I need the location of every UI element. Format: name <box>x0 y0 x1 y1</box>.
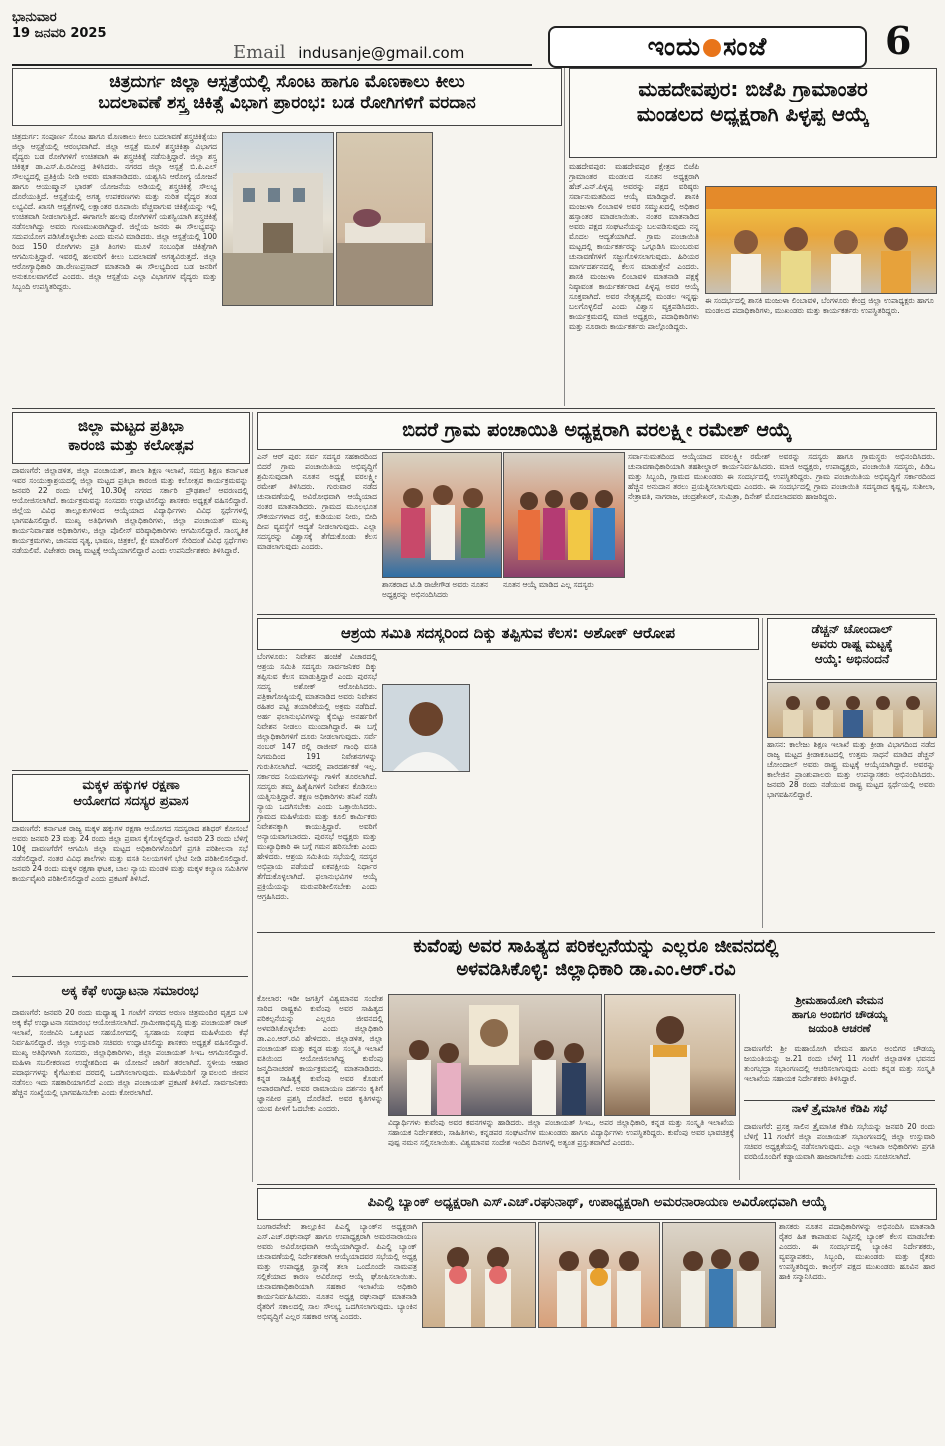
article-6-headline-3: ಆಯ್ಕೆ: ಅಭಿನಂದನೆ <box>814 652 890 666</box>
row-divider-3 <box>12 770 248 771</box>
page-number: 6 <box>885 18 912 63</box>
article-5-headline-box <box>257 618 759 650</box>
article-9-body: ದಾವಣಗೆರೆ: ಜನವರಿ 20 ರಂದು ಮಧ್ಯಾಹ್ನ 1 ಗಂಟೆಗೆ ನಗರದ ಅರುಣ ಚಿತ್ರಮಂದಿರ ವೃತ್ತದ ಬಳಿ ಅಕ್ಕ ಕೆಫೆ ಉದ್ಘಾಟನಾ ಸಮಾರಂಭ ಆಯೋಜಿಸಲಾಗಿದೆ. ಗ್ರಾಮೀಣಾಭಿವೃದ್ಧಿ ಮತ್ತು ಪಂಚಾಯತ್ ರಾಜ್ ಇಲಾಖೆ, ಸಂಜೀವಿನಿ ಒಕ್ಕೂಟದ ಸಹಯೋಗದಲ್ಲಿ ಸ್ವಸಹಾಯ ಸಂಘದ ಮಹಿಳೆಯರು ಕೆಫೆ ನಿರ್ವಹಿಸಲಿದ್ದಾರೆ. ಜಿಲ್ಲಾ ಉಸ್ತುವಾರಿ ಸಚಿವರು ಉದ್ಘಾಟಿಸಲಿದ್ದು ಶಾಸಕರು ಅಧ್ಯಕ್ಷತೆ ವಹಿಸಲಿದ್ದಾರೆ. ಮುಖ್ಯ ಅತಿಥಿಗಳಾಗಿ ಸಂಸದರು, ಜಿಲ್ಲಾಧಿಕಾರಿಗಳು, ಜಿಲ್ಲಾ ಪಂಚಾಯತ್ ಸಿಇಒ ಆಗಮಿಸಲಿದ್ದಾರೆ. ಮಹಿಳಾ ಸಬಲೀಕರಣದ ಉದ್ದೇಶದಿಂದ ಈ ಯೋಜನೆ ಜಾರಿಗೆ ತರಲಾಗಿದೆ. ಸ್ಥಳೀಯ ಆಹಾರ ಪದಾರ್ಥಗಳನ್ನು ಕೈಗೆಟುಕುವ ದರದಲ್ಲಿ ಒದಗಿಸಲಾಗುವುದು. ಮಹಿಳೆಯರಿಗೆ ಸ್ವಾವಲಂಬಿ ಜೀವನ ನಡೆಸಲು ಇದು ಸಹಕಾರಿಯಾಗಲಿದೆ ಎಂದು ಜಿಲ್ಲಾ ಪಂಚಾಯತ್ ಪ್ರಕಟಣೆ ತಿಳಿಸಿದೆ. ಸಾರ್ವಜನಿಕರು ಹೆಚ್ಚಿನ ಸಂಖ್ಯೆಯಲ್ಲಿ ಭಾಗವಹಿಸಬೇಕು ಎಂದು ಕೋರಲಾಗಿದೆ. <box>12 1008 248 1097</box>
article-11-headline: ನಾಳೆ ತ್ರೈಮಾಸಿಕ ಕೆಡಿಪಿ ಸಭೆ <box>791 1102 888 1115</box>
article-7-headline-box <box>12 774 250 822</box>
article-4-caption-right: ನೂತನ ಆಯ್ಕೆ ಮಾಡಿದ ಎಲ್ಲ ಸದಸ್ಯರು <box>503 580 594 589</box>
article-12-photo-1 <box>422 1222 536 1328</box>
article-11-headline-box <box>744 1102 935 1120</box>
article-6-headline-1: ಡೆಚ್ಚನ್ ಚೋಂದಾಲ್ <box>811 622 893 636</box>
email-address[interactable]: indusanje@gmail.com <box>298 44 465 62</box>
article-5-headline: ಆಶ್ರಯ ಸಮಿತಿ ಸದಸ್ಯರಿಂದ ದಿಕ್ಕು ತಪ್ಪಿಸುವ ಕೆಲಸ: ಅಶೋಕ್ ಆರೋಪ <box>341 624 675 642</box>
article-1-headline-2: ಬದಲಾವಣೆ ಶಸ್ತ್ರ ಚಿಕಿತ್ಸೆ ವಿಭಾಗ ಪ್ರಾರಂಭ: ಬಡ ರೋಗಿಗಳಿಗೆ ವರದಾನ <box>98 93 476 114</box>
article-7-body: ದಾವಣಗೆರೆ: ಕರ್ನಾಟಕ ರಾಜ್ಯ ಮಕ್ಕಳ ಹಕ್ಕುಗಳ ರಕ್ಷಣಾ ಆಯೋಗದ ಸದಸ್ಯರಾದ ಶಶಿಧರ್ ಕೋಸಂಬೆ ಅವರು ಜನವರಿ 23 ಮತ್ತು 24 ರಂದು ಜಿಲ್ಲಾ ಪ್ರವಾಸ ಕೈಗೊಳ್ಳಲಿದ್ದಾರೆ. ಜನವರಿ 23 ರಂದು ಬೆಳಿಗ್ಗೆ 10ಕ್ಕೆ ದಾವಣಗೆರೆಗೆ ಆಗಮಿಸಿ ಜಿಲ್ಲಾ ಮಟ್ಟದ ಅಧಿಕಾರಿಗಳೊಂದಿಗೆ ಪ್ರಗತಿ ಪರಿಶೀಲನಾ ಸಭೆ ನಡೆಸಲಿದ್ದಾರೆ. ನಂತರ ವಿವಿಧ ಶಾಲೆಗಳು ಮತ್ತು ವಸತಿ ನಿಲಯಗಳಿಗೆ ಭೇಟಿ ನೀಡಿ ಪರಿಶೀಲಿಸಲಿದ್ದಾರೆ. ಜನವರಿ 24 ರಂದು ಮಕ್ಕಳ ರಕ್ಷಣಾ ಘಟಕ, ಬಾಲ ನ್ಯಾಯ ಮಂಡಳಿ ಮತ್ತು ಮಕ್ಕಳ ಕಲ್ಯಾಣ ಸಮಿತಿಗಳ ಕಾರ್ಯವೈಖರಿ ಪರಿಶೀಲಿಸಲಿದ್ದಾರೆ ಎಂದು ಪ್ರಕಟಣೆ ತಿಳಿಸಿದೆ. <box>12 824 248 883</box>
col-divider-4 <box>739 994 740 1180</box>
article-2-body: ಮಹದೇವಪುರ: ಮಹದೇವಪುರ ಕ್ಷೇತ್ರದ ಬಿಜೆಪಿ ಗ್ರಾಮಾಂತರ ಮಂಡಲದ ನೂತನ ಅಧ್ಯಕ್ಷರಾಗಿ ಹೆಚ್.ಎನ್.ಪಿಳ್ಳಪ್ಪ ಅವರನ್ನು ಪಕ್ಷದ ವರಿಷ್ಠರು ಸರ್ವಾನುಮತದಿಂದ ಆಯ್ಕೆ ಮಾಡಿದ್ದಾರೆ. ಶಾಸಕಿ ಮಂಜುಳಾ ಲಿಂಬಾವಳಿ ಅವರ ಸಮ್ಮುಖದಲ್ಲಿ ಅಧಿಕಾರ ಹಸ್ತಾಂತರ ಮಾಡಲಾಯಿತು. ನಂತರ ಮಾತನಾಡಿದ ಅವರು ಪಕ್ಷದ ಸಂಘಟನೆಯನ್ನು ಬಲಪಡಿಸುವುದು ನನ್ನ ಮೊದಲ ಆದ್ಯತೆಯಾಗಿದೆ. ಗ್ರಾಮ ಪಂಚಾಯಿತಿ ಮಟ್ಟದಲ್ಲಿ ಕಾರ್ಯಕರ್ತರನ್ನು ಒಗ್ಗೂಡಿಸಿ ಮುಂಬರುವ ಚುನಾವಣೆಗಳಿಗೆ ಸಜ್ಜುಗೊಳಿಸಲಾಗುವುದು. ಹಿರಿಯರ ಮಾರ್ಗದರ್ಶನದಲ್ಲಿ ಕೆಲಸ ಮಾಡುತ್ತೇನೆ ಎಂದರು. ಶಾಸಕಿ ಮಂಜುಳಾ ಲಿಂಬಾವಳಿ ಮಾತನಾಡಿ ಪಕ್ಷಕ್ಕೆ ನಿಷ್ಠಾವಂತ ಕಾರ್ಯಕರ್ತರಾದ ಪಿಳ್ಳಪ್ಪ ಅವರ ಆಯ್ಕೆ ಸೂಕ್ತವಾಗಿದೆ. ಅವರ ನೇತೃತ್ವದಲ್ಲಿ ಮಂಡಲ ಇನ್ನಷ್ಟು ಬಲಗೊಳ್ಳಲಿದೆ ಎಂದು ವಿಶ್ವಾಸ ವ್ಯಕ್ತಪಡಿಸಿದರು. ಕಾರ್ಯಕ್ರಮದಲ್ಲಿ ಮಾಜಿ ಅಧ್ಯಕ್ಷರು, ಪದಾಧಿಕಾರಿಗಳು ಮತ್ತು ನೂರಾರು ಕಾರ್ಯಕರ್ತರು ಪಾಲ್ಗೊಂಡಿದ್ದರು. <box>569 162 699 331</box>
article-1-body: ಚಿತ್ರದುರ್ಗ: ಸಂಪೂರ್ಣ ಸೊಂಟ ಹಾಗೂ ಮೊಣಕಾಲು ಕೀಲು ಬದಲಾವಣೆ ಶಸ್ತ್ರಚಿಕಿತ್ಸೆಯು ಜಿಲ್ಲಾ ಆಸ್ಪತ್ರೆಯಲ್ಲಿ ಆರಂಭವಾಗಿದೆ. ಜಿಲ್ಲಾ ಆಸ್ಪತ್ರೆ ಮೂಳೆ ಶಸ್ತ್ರಚಿಕಿತ್ಸಾ ವಿಭಾಗದ ವೈದ್ಯರು ಬಡ ರೋಗಿಗಳಿಗೆ ಉಚಿತವಾಗಿ ಈ ಶಸ್ತ್ರಚಿಕಿತ್ಸೆ ನಡೆಸುತ್ತಿದ್ದಾರೆ. ಜಿಲ್ಲಾ ಶಸ್ತ್ರ ಚಿಕಿತ್ಸಕ ಡಾ.ಎಸ್.ಪಿ.ರವೀಂದ್ರ ತಿಳಿಸಿದರು. ನಗರದ ಜಿಲ್ಲಾ ಆಸ್ಪತ್ರೆ ಬಿ.ಪಿ.ಎಲ್ ಸೌಲಭ್ಯದಲ್ಲಿ ಪ್ರತಿಕ್ರಿಯೆ ನೀಡಿ ಅವರು ಮಾತನಾಡಿದರು. ಯಶ್ವಸಿನಿ ಆರೋಗ್ಯ ಯೋಜನೆ ಹಾಗೂ ಆಯುಷ್ಮಾನ್ ಭಾರತ್ ಯೋಜನೆಯ ಅಡಿಯಲ್ಲಿ ಶಸ್ತ್ರಚಿಕಿತ್ಸೆ ಸೌಲಭ್ಯ ದೊರೆಯುತ್ತಿದೆ. ಆಸ್ಪತ್ರೆಯಲ್ಲಿ ಅಗತ್ಯ ಉಪಕರಣಗಳು ಮತ್ತು ನುರಿತ ವೈದ್ಯರ ತಂಡ ಲಭ್ಯವಿದೆ. ಖಾಸಗಿ ಆಸ್ಪತ್ರೆಗಳಲ್ಲಿ ಲಕ್ಷಾಂತರ ರೂಪಾಯಿ ವೆಚ್ಚವಾಗುವ ಚಿಕಿತ್ಸೆಯನ್ನು ಇಲ್ಲಿ ಉಚಿತವಾಗಿ ನೀಡಲಾಗುತ್ತಿದೆ. ಈಗಾಗಲೇ ಹಲವು ರೋಗಿಗಳಿಗೆ ಯಶಸ್ವಿಯಾಗಿ ಶಸ್ತ್ರಚಿಕಿತ್ಸೆ ನಡೆಸಲಾಗಿದ್ದು ಅವರು ಗುಣಮುಖರಾಗಿದ್ದಾರೆ. ಜಿಲ್ಲೆಯ ಜನರು ಈ ಸೌಲಭ್ಯವನ್ನು ಸದುಪಯೋಗ ಪಡಿಸಿಕೊಳ್ಳಬೇಕು ಎಂದು ಮನವಿ ಮಾಡಿದರು. ಜಿಲ್ಲಾ ಆಸ್ಪತ್ರೆಯಲ್ಲಿ 100 ರಿಂದ 150 ರೋಗಿಗಳು ಪ್ರತಿ ತಿಂಗಳು ಮೂಳೆ ಸಂಬಂಧಿತ ಚಿಕಿತ್ಸೆಗಾಗಿ ಆಗಮಿಸುತ್ತಿದ್ದಾರೆ. ಇವರಲ್ಲಿ ಹಲವರಿಗೆ ಕೀಲು ಬದಲಾವಣೆ ಅಗತ್ಯವಿರುತ್ತದೆ. ಜಿಲ್ಲಾ ಆರೋಗ್ಯಾಧಿಕಾರಿ ಡಾ.ರೇಣುಪ್ರಸಾದ್ ಮಾತನಾಡಿ ಈ ಸೌಲಭ್ಯದಿಂದ ಬಡ ಜನರಿಗೆ ಅನುಕೂಲವಾಗಲಿದೆ ಎಂದರು. ಜಿಲ್ಲಾ ಆಸ್ಪತ್ರೆಯ ಎಲ್ಲಾ ವಿಭಾಗಗಳ ವೈದ್ಯರು ಮತ್ತು ಸಿಬ್ಬಂದಿ ಉಪಸ್ಥಿತರಿದ್ದರು. <box>12 132 217 291</box>
article-8-body-right: ವಿದ್ಯಾರ್ಥಿಗಳು ಕುವೆಂಪು ಅವರ ಕವನಗಳನ್ನು ಹಾಡಿದರು. ಜಿಲ್ಲಾ ಪಂಚಾಯತ್ ಸಿಇಒ, ಅಪರ ಜಿಲ್ಲಾಧಿಕಾರಿ, ಕನ್ನಡ ಮತ್ತು ಸಂಸ್ಕೃತಿ ಇಲಾಖೆಯ ಸಹಾಯಕ ನಿರ್ದೇಶಕರು, ಸಾಹಿತಿಗಳು, ಕನ್ನಡಪರ ಸಂಘಟನೆಗಳ ಮುಖಂಡರು ಹಾಗೂ ವಿದ್ಯಾರ್ಥಿಗಳು ಉಪಸ್ಥಿತರಿದ್ದರು. ಕುವೆಂಪು ಅವರ ಭಾವಚಿತ್ರಕ್ಕೆ ಪುಷ್ಪ ನಮನ ಸಲ್ಲಿಸಲಾಯಿತು. ವಿಶ್ವಮಾನವ ಸಂದೇಶ ಇಂದಿನ ದಿನಗಳಲ್ಲಿ ಅತ್ಯಂತ ಪ್ರಸ್ತುತವಾಗಿದೆ ಎಂದರು. <box>388 1118 734 1147</box>
article-9-headline-box <box>12 980 248 1004</box>
article-2-photo <box>705 186 937 294</box>
article-5-body-right <box>473 652 757 928</box>
article-5-portrait <box>382 684 470 772</box>
article-12-headline-box <box>257 1188 937 1220</box>
header-email <box>233 42 464 63</box>
row-divider-5 <box>12 976 248 977</box>
article-10-headline-1: ಶ್ರೀಮಹಾಯೋಗಿ ವೇಮನ <box>795 994 884 1007</box>
article-12-body-mid <box>422 1330 774 1434</box>
article-7-headline-2: ಆಯೋಗದ ಸದಸ್ಯರ ಪ್ರವಾಸ <box>73 794 189 810</box>
article-6-body: ಹಾಸನ: ಕಾಲೇಜು ಶಿಕ್ಷಣ ಇಲಾಖೆ ಮತ್ತು ಕ್ರೀಡಾ ವಿಭಾಗದಿಂದ ನಡೆದ ರಾಜ್ಯ ಮಟ್ಟದ ಕ್ರೀಡಾಕೂಟದಲ್ಲಿ ಉತ್ತಮ ಸಾಧನೆ ಮಾಡಿದ ಡೆಚ್ಚನ್ ಚೋಂದಾಲ್ ಅವರು ರಾಷ್ಟ್ರ ಮಟ್ಟಕ್ಕೆ ಆಯ್ಕೆಯಾಗಿದ್ದಾರೆ. ಅವರನ್ನು ಕಾಲೇಜಿನ ಪ್ರಾಂಶುಪಾಲರು ಮತ್ತು ಉಪನ್ಯಾಸಕರು ಅಭಿನಂದಿಸಿದರು. ಜನವರಿ 28 ರಂದು ನಡೆಯುವ ರಾಷ್ಟ್ರ ಮಟ್ಟದ ಸ್ಪರ್ಧೆಯಲ್ಲಿ ಅವರು ಭಾಗವಹಿಸಲಿದ್ದಾರೆ. <box>767 740 935 799</box>
article-6-headline-box <box>767 618 937 680</box>
article-2-headline-box <box>569 68 937 158</box>
article-3-headline-2: ಕಾರಂಜಿ ಮತ್ತು ಕಲೋತ್ಸವ <box>68 435 194 454</box>
article-12-headline: ಪಿಎಲ್ಡಿ ಬ್ಯಾಂಕ್ ಅಧ್ಯಕ್ಷರಾಗಿ ಎಸ್.ಎಚ್.ರಘುನಾಥ್, ಉಪಾಧ್ಯಕ್ಷರಾಗಿ ಅಮರನಾರಾಯಣ ಅವಿರೋಧವಾಗಿ ಆಯ್ಕೆ <box>367 1195 827 1210</box>
article-1-photo-patients <box>336 132 433 306</box>
row-divider-6 <box>744 1100 935 1101</box>
article-8-headline-box <box>257 936 935 990</box>
article-4-body-left: ಎನ್ ಆರ್ ಪುರ: ಸರ್ವ ಸದಸ್ಯರ ಸಹಕಾರದಿಂದ ಬಿದರೆ ಗ್ರಾಮ ಪಂಚಾಯಿತಿಯ ಅಭಿವೃದ್ಧಿಗೆ ಶ್ರಮಿಸುವುದಾಗಿ ನೂತನ ಅಧ್ಯಕ್ಷೆ ವರಲಕ್ಷ್ಮೀ ರಮೇಶ್ ತಿಳಿಸಿದರು. ಗುರುವಾರ ನಡೆದ ಚುನಾವಣೆಯಲ್ಲಿ ಅವಿರೋಧವಾಗಿ ಆಯ್ಕೆಯಾದ ನಂತರ ಮಾತನಾಡಿದರು. ಗ್ರಾಮದ ಮೂಲಭೂತ ಸೌಕರ್ಯಗಳಾದ ರಸ್ತೆ, ಕುಡಿಯುವ ನೀರು, ಬೀದಿ ದೀಪ ವ್ಯವಸ್ಥೆಗೆ ಆದ್ಯತೆ ನೀಡಲಾಗುವುದು. ಎಲ್ಲಾ ಸದಸ್ಯರನ್ನು ವಿಶ್ವಾಸಕ್ಕೆ ತೆಗೆದುಕೊಂಡು ಕೆಲಸ ಮಾಡಲಾಗುವುದು ಎಂದರು. <box>257 452 377 551</box>
article-1-photo-hospital <box>222 132 334 306</box>
article-8-headline-1: ಕುವೆಂಪು ಅವರ ಸಾಹಿತ್ಯದ ಪರಿಕಲ್ಪನೆಯನ್ನು ಎಲ್ಲರೂ ಜೀವನದಲ್ಲಿ <box>413 936 779 957</box>
header-date-block <box>12 10 107 42</box>
article-12-body-right: ಶಾಸಕರು ನೂತನ ಪದಾಧಿಕಾರಿಗಳನ್ನು ಅಭಿನಂದಿಸಿ ಮಾತನಾಡಿ ರೈತರ ಹಿತ ಕಾಪಾಡುವ ನಿಟ್ಟಿನಲ್ಲಿ ಬ್ಯಾಂಕ್ ಕೆಲಸ ಮಾಡಬೇಕು ಎಂದರು. ಈ ಸಂದರ್ಭದಲ್ಲಿ ಬ್ಯಾಂಕಿನ ನಿರ್ದೇಶಕರು, ವ್ಯವಸ್ಥಾಪಕರು, ಸಿಬ್ಬಂದಿ, ಮುಖಂಡರು ಮತ್ತು ರೈತರು ಉಪಸ್ಥಿತರಿದ್ದರು. ಕಾಂಗ್ರೆಸ್ ಪಕ್ಷದ ಮುಖಂಡರು ಹೂವಿನ ಹಾರ ಹಾಕಿ ಸನ್ಮಾನಿಸಿದರು. <box>779 1222 935 1281</box>
article-8-headline-2: ಅಳವಡಿಸಿಕೊಳ್ಳಿ: ಜಿಲ್ಲಾಧಿಕಾರಿ ಡಾ.ಎಂ.ಆರ್.ರವಿ <box>456 958 736 980</box>
email-label: Email <box>233 42 286 63</box>
article-1-headline-1: ಚಿತ್ರದುರ್ಗ ಜಿಲ್ಲಾ ಆಸ್ಪತ್ರೆಯಲ್ಲಿ ಸೊಂಟ ಹಾಗೂ ಮೊಣಕಾಲು ಕೀಲು <box>109 72 465 92</box>
masthead-logo <box>548 26 867 68</box>
article-12-photo-3 <box>662 1222 776 1328</box>
article-7-headline-1: ಮಕ್ಕಳ ಹಕ್ಕುಗಳ ರಕ್ಷಣಾ <box>82 778 180 793</box>
header-rule <box>12 64 532 66</box>
row-divider-4 <box>257 932 935 933</box>
article-1-body-cont <box>222 308 432 404</box>
article-4-body-right: ಸರ್ವಾನುಮತದಿಂದ ಆಯ್ಕೆಯಾದ ವರಲಕ್ಷ್ಮೀ ರಮೇಶ್ ಅವರನ್ನು ಸದಸ್ಯರು ಹಾಗೂ ಗ್ರಾಮಸ್ಥರು ಅಭಿನಂದಿಸಿದರು. ಚುನಾವಣಾಧಿಕಾರಿಯಾಗಿ ತಹಶೀಲ್ದಾರ್ ಕಾರ್ಯನಿರ್ವಹಿಸಿದರು. ಮಾಜಿ ಅಧ್ಯಕ್ಷರು, ಉಪಾಧ್ಯಕ್ಷರು, ಪಂಚಾಯಿತಿ ಸದಸ್ಯರು, ಪಿಡಿಒ ಮತ್ತು ಸಿಬ್ಬಂದಿ, ಗ್ರಾಮದ ಮುಖಂಡರು ಈ ಸಂದರ್ಭದಲ್ಲಿ ಉಪಸ್ಥಿತರಿದ್ದರು. ಗ್ರಾಮ ಪಂಚಾಯಿತಿಯ ಅಭಿವೃದ್ಧಿಗೆ ಸರ್ಕಾರದಿಂದ ಹೆಚ್ಚಿನ ಅನುದಾನ ತರಲು ಪ್ರಯತ್ನಿಸಲಾಗುವುದು ಎಂದರು. ಈ ಸಂದರ್ಭದಲ್ಲಿ ಗ್ರಾಮ ಪಂಚಾಯಿತಿ ಸದಸ್ಯರಾದ ಕೃಷ್ಣಪ್ಪ, ಸುಶೀಲಾ, ನೇತ್ರಾವತಿ, ನಾಗರಾಜ, ಚಂದ್ರಶೇಖರ್, ಸುಮಿತ್ರಾ, ದಿನೇಶ್ ಮೊದಲಾದವರು ಹಾಜರಿದ್ದರು. <box>628 452 935 501</box>
article-9-headline: ಅಕ್ಕ ಕೆಫೆ ಉದ್ಘಾಟನಾ ಸಮಾರಂಭ <box>61 984 199 999</box>
article-3-body: ದಾವಣಗೆರೆ: ಜಿಲ್ಲಾಡಳಿತ, ಜಿಲ್ಲಾ ಪಂಚಾಯತ್, ಶಾಲಾ ಶಿಕ್ಷಣ ಇಲಾಖೆ, ಸಮಗ್ರ ಶಿಕ್ಷಣ ಕರ್ನಾಟಕ ಇವರ ಸಂಯುಕ್ತಾಶ್ರಯದಲ್ಲಿ ಜಿಲ್ಲಾ ಮಟ್ಟದ ಪ್ರತಿಭಾ ಕಾರಂಜಿ ಮತ್ತು ಕಲೋತ್ಸವ ಕಾರ್ಯಕ್ರಮವನ್ನು ಜನವರಿ 22 ರಂದು ಬೆಳಿಗ್ಗೆ 10.30ಕ್ಕೆ ನಗರದ ಸರ್ಕಾರಿ ಪ್ರೌಢಶಾಲೆ ಆವರಣದಲ್ಲಿ ಆಯೋಜಿಸಲಾಗಿದೆ. ಕಾರ್ಯಕ್ರಮವನ್ನು ಸಂಸದರು ಉದ್ಘಾಟಿಸಲಿದ್ದು ಶಾಸಕರು ಅಧ್ಯಕ್ಷತೆ ವಹಿಸಲಿದ್ದಾರೆ. ಜಿಲ್ಲೆಯ ವಿವಿಧ ತಾಲ್ಲೂಕುಗಳಿಂದ ಆಯ್ಕೆಯಾದ ವಿದ್ಯಾರ್ಥಿಗಳು ವಿವಿಧ ಸ್ಪರ್ಧೆಗಳಲ್ಲಿ ಭಾಗವಹಿಸಲಿದ್ದಾರೆ. ಮುಖ್ಯ ಅತಿಥಿಗಳಾಗಿ ಜಿಲ್ಲಾಧಿಕಾರಿಗಳು, ಜಿಲ್ಲಾ ಪಂಚಾಯತ್ ಮುಖ್ಯ ಕಾರ್ಯನಿರ್ವಾಹಕ ಅಧಿಕಾರಿಗಳು, ಜಿಲ್ಲಾ ಪೊಲೀಸ್ ವರಿಷ್ಠಾಧಿಕಾರಿಗಳು ಆಗಮಿಸಲಿದ್ದಾರೆ. ಸಾಂಸ್ಕೃತಿಕ ಕಾರ್ಯಕ್ರಮಗಳು, ಜಾನಪದ ನೃತ್ಯ, ಭಾಷಣ, ಚಿತ್ರಕಲೆ, ಕ್ಲೇ ಮಾಡೆಲಿಂಗ್ ಸೇರಿದಂತೆ ವಿವಿಧ ಸ್ಪರ್ಧೆಗಳು ನಡೆಯಲಿವೆ. ವಿಜೇತರು ರಾಜ್ಯ ಮಟ್ಟಕ್ಕೆ ಆಯ್ಕೆಯಾಗಲಿದ್ದಾರೆ ಎಂದು ಉಪನಿರ್ದೇಶಕರು ತಿಳಿಸಿದ್ದಾರೆ. <box>12 466 248 555</box>
masthead-left: ಇಂದು <box>647 32 702 61</box>
article-10-headline-box <box>744 994 935 1042</box>
article-2-headline-1: ಮಹದೇವಪುರ: ಬಿಜೆಪಿ ಗ್ರಾಮಾಂತರ <box>638 77 868 101</box>
article-1-body-right <box>437 132 560 404</box>
masthead-right: ಸಂಜೆ <box>723 32 768 61</box>
row-divider-7 <box>257 1184 935 1185</box>
article-5-body: ಬೆಂಗಳೂರು: ನಿವೇಶನ ಹಂಚಿಕೆ ವಿಚಾರದಲ್ಲಿ ಆಶ್ರಯ ಸಮಿತಿ ಸದಸ್ಯರು ಸಾರ್ವಜನಿಕರ ದಿಕ್ಕು ತಪ್ಪಿಸುವ ಕೆಲಸ ಮಾಡುತ್ತಿದ್ದಾರೆ ಎಂದು ಪುರಸಭೆ ಸದಸ್ಯ ಅಶೋಕ್ ಆರೋಪಿಸಿದರು. ಪತ್ರಿಕಾಗೋಷ್ಠಿಯಲ್ಲಿ ಮಾತನಾಡಿದ ಅವರು ನಿವೇಶನ ರಹಿತರ ಪಟ್ಟಿ ತಯಾರಿಕೆಯಲ್ಲಿ ಅಕ್ರಮ ನಡೆದಿದೆ. ಅರ್ಹ ಫಲಾನುಭವಿಗಳನ್ನು ಕೈಬಿಟ್ಟು ಅನರ್ಹರಿಗೆ ನಿವೇಶನ ನೀಡಲು ಮುಂದಾಗಿದ್ದಾರೆ. ಈ ಬಗ್ಗೆ ಜಿಲ್ಲಾಧಿಕಾರಿಗಳಿಗೆ ದೂರು ನೀಡಲಾಗುವುದು. ಸರ್ವೆ ನಂಬರ್ 147 ರಲ್ಲಿ ರಾಜೀವ್ ಗಾಂಧಿ ವಸತಿ ನಿಗಮದಿಂದ 191 ನಿವೇಶನಗಳನ್ನು ಗುರುತಿಸಲಾಗಿದೆ. ಇದರಲ್ಲಿ ಪಾರದರ್ಶಕತೆ ಇಲ್ಲ. ಸರ್ಕಾರದ ನಿಯಮಗಳನ್ನು ಗಾಳಿಗೆ ತೂರಲಾಗಿದೆ. ಸದಸ್ಯರು ತಮ್ಮ ಹಿತೈಷಿಗಳಿಗೆ ನಿವೇಶನ ಕೊಡಿಸಲು ಯತ್ನಿಸುತ್ತಿದ್ದಾರೆ. ತಕ್ಷಣ ಅಧಿಕಾರಿಗಳು ತನಿಖೆ ನಡೆಸಿ ನ್ಯಾಯ ಒದಗಿಸಬೇಕು ಎಂದು ಒತ್ತಾಯಿಸಿದರು. ಗ್ರಾಮದ ಮಹಿಳೆಯರು ಮತ್ತು ಕೂಲಿ ಕಾರ್ಮಿಕರು ನಿವೇಶನಕ್ಕಾಗಿ ಕಾಯುತ್ತಿದ್ದಾರೆ. ಅವರಿಗೆ ಅನ್ಯಾಯವಾಗಬಾರದು. ಪುರಸಭೆ ಅಧ್ಯಕ್ಷರು ಮತ್ತು ಮುಖ್ಯಾಧಿಕಾರಿ ಈ ಬಗ್ಗೆ ಗಮನ ಹರಿಸಬೇಕು ಎಂದು ಹೇಳಿದರು. ಆಶ್ರಯ ಸಮಿತಿಯ ಸಭೆಯಲ್ಲಿ ಸದಸ್ಯರ ಅಭಿಪ್ರಾಯ ಪಡೆಯದೆ ಏಕಪಕ್ಷೀಯ ನಿರ್ಧಾರ ತೆಗೆದುಕೊಳ್ಳಲಾಗಿದೆ. ಫಲಾನುಭವಿಗಳ ಆಯ್ಕೆ ಪ್ರಕ್ರಿಯೆಯನ್ನು ಮರುಪರಿಶೀಲಿಸಬೇಕು ಎಂದು ಆಗ್ರಹಿಸಿದರು. <box>257 652 377 901</box>
article-6-headline-2: ಅವರು ರಾಷ್ಟ್ರ ಮಟ್ಟಕ್ಕೆ <box>811 637 893 651</box>
article-11-body: ದಾವಣಗೆರೆ: ಪ್ರಸಕ್ತ ಸಾಲಿನ ತ್ರೈಮಾಸಿಕ ಕೆಡಿಪಿ ಸಭೆಯನ್ನು ಜನವರಿ 20 ರಂದು ಬೆಳಿಗ್ಗೆ 11 ಗಂಟೆಗೆ ಜಿಲ್ಲಾ ಪಂಚಾಯತ್ ಸಭಾಂಗಣದಲ್ಲಿ ಜಿಲ್ಲಾ ಉಸ್ತುವಾರಿ ಸಚಿವರ ಅಧ್ಯಕ್ಷತೆಯಲ್ಲಿ ನಡೆಸಲಾಗುವುದು. ಎಲ್ಲಾ ಇಲಾಖಾ ಅಧಿಕಾರಿಗಳು ಪ್ರಗತಿ ವರದಿಯೊಂದಿಗೆ ಕಡ್ಡಾಯವಾಗಿ ಹಾಜರಾಗಬೇಕು ಎಂದು ಸೂಚಿಸಲಾಗಿದೆ. <box>744 1122 935 1161</box>
sun-icon <box>703 39 721 57</box>
article-4-photo-2 <box>503 452 625 578</box>
article-2-headline-2: ಮಂಡಲದ ಅಧ್ಯಕ್ಷರಾಗಿ ಪಿಳ್ಳಪ್ಪ ಆಯ್ಕೆ <box>636 102 870 126</box>
article-6-photo <box>767 682 937 738</box>
col-divider-3 <box>762 618 763 928</box>
article-2-caption: ಈ ಸಂದರ್ಭದಲ್ಲಿ ಶಾಸಕಿ ಮಂಜುಳಾ ಲಿಂಬಾವಳಿ, ಬೆಂಗಳೂರು ಕೇಂದ್ರ ಜಿಲ್ಲಾ ಉಪಾಧ್ಯಕ್ಷರು ಹಾಗೂ ಮಂಡಲದ ಪದಾಧಿಕಾರಿಗಳು, ಮುಖಂಡರು ಮತ್ತು ಕಾರ್ಯಕರ್ತರು ಉಪಸ್ಥಿತರಿದ್ದರು. <box>705 296 934 315</box>
article-10-headline-2: ಹಾಗೂ ಅಂಬಿಗರ ಚೌಡಯ್ಯ <box>791 1007 888 1021</box>
article-4-photo-1 <box>382 452 502 578</box>
article-8-photo-1 <box>388 994 602 1116</box>
row-divider-1 <box>12 408 935 409</box>
article-8-photo-2 <box>604 994 736 1116</box>
article-3-headline-1: ಜಿಲ್ಲಾ ಮಟ್ಟದ ಪ್ರತಿಭಾ <box>78 417 184 435</box>
article-10-body: ದಾವಣಗೆರೆ: ಶ್ರೀ ಮಹಾಯೋಗಿ ವೇಮನ ಹಾಗೂ ಅಂಬಿಗರ ಚೌಡಯ್ಯ ಜಯಂತಿಯನ್ನು ಜ.21 ರಂದು ಬೆಳಿಗ್ಗೆ 11 ಗಂಟೆಗೆ ಜಿಲ್ಲಾಡಳಿತ ಭವನದ ತುಂಗಭದ್ರಾ ಸಭಾಂಗಣದಲ್ಲಿ ಆಚರಿಸಲಾಗುವುದು ಎಂದು ಕನ್ನಡ ಮತ್ತು ಸಂಸ್ಕೃತಿ ಇಲಾಖೆಯ ಸಹಾಯಕ ನಿರ್ದೇಶಕರು ತಿಳಿಸಿದ್ದಾರೆ. <box>744 1044 935 1083</box>
col-divider-2 <box>252 412 253 1182</box>
col-divider-1 <box>564 68 565 406</box>
article-4-caption-left: ಶಾಸಕರಾದ ಟಿ.ಡಿ ರಾಜೇಗೌಡ ಅವರು ನೂತನ ಅಧ್ಯಕ್ಷರನ್ನು ಅಭಿನಂದಿಸಿದರು <box>382 580 489 599</box>
article-3-headline-box <box>12 412 250 464</box>
header-date: 19 ಜನವರಿ 2025 <box>12 26 107 41</box>
article-10-headline-3: ಜಯಂತಿ ಆಚರಣೆ <box>808 1021 871 1035</box>
row-divider-2 <box>257 614 935 615</box>
article-12-photo-2 <box>538 1222 660 1328</box>
article-4-headline-box <box>257 412 937 450</box>
article-1-headline-box <box>12 68 562 126</box>
header-day: ಭಾನುವಾರ <box>12 10 57 25</box>
article-8-body-left: ಕೋಲಾರ: ಇಡೀ ಜಗತ್ತಿಗೆ ವಿಶ್ವಮಾನವ ಸಂದೇಶ ಸಾರಿದ ರಾಷ್ಟ್ರಕವಿ ಕುವೆಂಪು ಅವರ ಸಾಹಿತ್ಯದ ಪರಿಕಲ್ಪನೆಯನ್ನು ಎಲ್ಲರೂ ಜೀವನದಲ್ಲಿ ಅಳವಡಿಸಿಕೊಳ್ಳಬೇಕು ಎಂದು ಜಿಲ್ಲಾಧಿಕಾರಿ ಡಾ.ಎಂ.ಆರ್.ರವಿ ಹೇಳಿದರು. ಜಿಲ್ಲಾಡಳಿತ, ಜಿಲ್ಲಾ ಪಂಚಾಯತ್ ಮತ್ತು ಕನ್ನಡ ಮತ್ತು ಸಂಸ್ಕೃತಿ ಇಲಾಖೆ ವತಿಯಿಂದ ಆಯೋಜಿಸಲಾಗಿದ್ದ ಕುವೆಂಪು ಜನ್ಮದಿನಾಚರಣೆ ಕಾರ್ಯಕ್ರಮದಲ್ಲಿ ಮಾತನಾಡಿದರು. ಕನ್ನಡ ಸಾಹಿತ್ಯಕ್ಕೆ ಕುವೆಂಪು ಅವರ ಕೊಡುಗೆ ಅಪಾರವಾಗಿದೆ. ಅವರ ರಾಮಾಯಣ ದರ್ಶನಂ ಕೃತಿಗೆ ಜ್ಞಾನಪೀಠ ಪ್ರಶಸ್ತಿ ದೊರೆತಿದೆ. ಅವರ ಕೃತಿಗಳನ್ನು ಯುವ ಪೀಳಿಗೆ ಓದಬೇಕು ಎಂದರು. <box>257 994 383 1113</box>
article-12-body-left: ಬಂಗಾರಪೇಟೆ: ತಾಲ್ಲೂಕಿನ ಪಿಎಲ್ಡಿ ಬ್ಯಾಂಕ್‌ನ ಅಧ್ಯಕ್ಷರಾಗಿ ಎಸ್.ಎಚ್.ರಘುನಾಥ್ ಹಾಗೂ ಉಪಾಧ್ಯಕ್ಷರಾಗಿ ಅಮರನಾರಾಯಣ ಅವರು ಅವಿರೋಧವಾಗಿ ಆಯ್ಕೆಯಾಗಿದ್ದಾರೆ. ಪಿಎಲ್ಡಿ ಬ್ಯಾಂಕ್ ಚುನಾವಣೆಯಲ್ಲಿ ನಿರ್ದೇಶಕರಾಗಿ ಆಯ್ಕೆಯಾದವರ ಸಭೆಯಲ್ಲಿ ಅಧ್ಯಕ್ಷ ಮತ್ತು ಉಪಾಧ್ಯಕ್ಷ ಸ್ಥಾನಕ್ಕೆ ತಲಾ ಒಂದೊಂದೇ ನಾಮಪತ್ರ ಸಲ್ಲಿಕೆಯಾದ ಕಾರಣ ಅವಿರೋಧ ಆಯ್ಕೆ ಘೋಷಿಸಲಾಯಿತು. ಚುನಾವಣಾಧಿಕಾರಿಯಾಗಿ ಸಹಕಾರ ಇಲಾಖೆಯ ಅಧಿಕಾರಿ ಕಾರ್ಯನಿರ್ವಹಿಸಿದರು. ನೂತನ ಅಧ್ಯಕ್ಷ ರಘುನಾಥ್ ಮಾತನಾಡಿ ರೈತರಿಗೆ ಸಕಾಲದಲ್ಲಿ ಸಾಲ ಸೌಲಭ್ಯ ಒದಗಿಸಲಾಗುವುದು. ಬ್ಯಾಂಕಿನ ಅಭಿವೃದ್ಧಿಗೆ ಎಲ್ಲರ ಸಹಕಾರ ಅಗತ್ಯ ಎಂದರು. <box>257 1222 417 1321</box>
article-4-headline: ಬಿದರೆ ಗ್ರಾಮ ಪಂಚಾಯಿತಿ ಅಧ್ಯಕ್ಷರಾಗಿ ವರಲಕ್ಷ್ಮೀ ರಮೇಶ್ ಆಯ್ಕೆ <box>402 419 792 441</box>
